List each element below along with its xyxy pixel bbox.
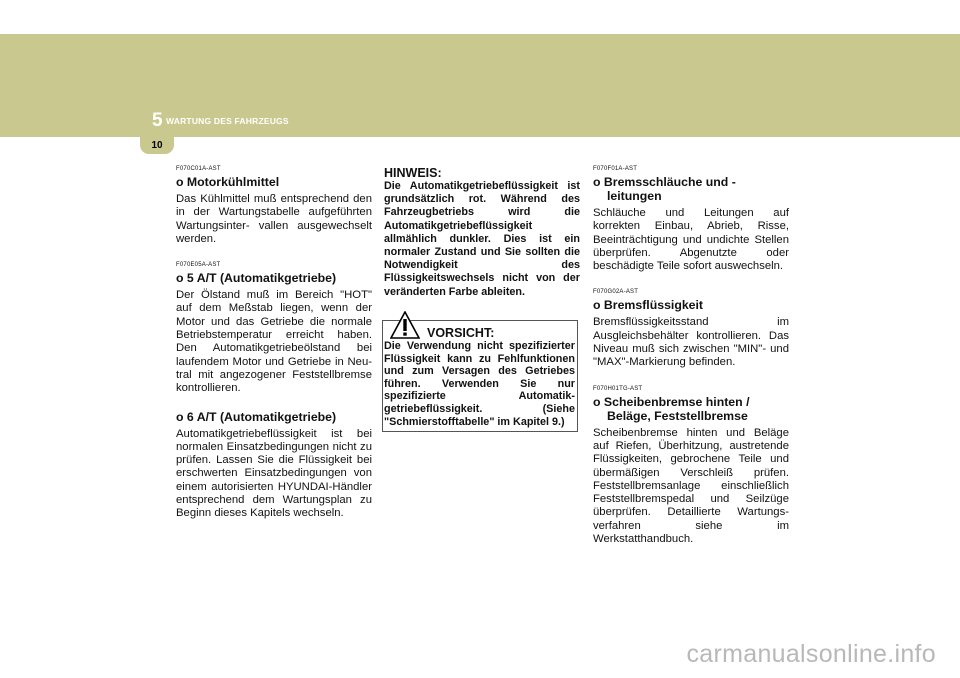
section-title: o 6 A/T (Automatikgetriebe) — [176, 409, 337, 424]
section-title: o 5 A/T (Automatikgetriebe) — [176, 271, 337, 286]
right-column — [593, 166, 789, 546]
header-band — [0, 34, 960, 137]
section-code: F070E05A-AST — [176, 262, 221, 269]
section-code: F070F01A-AST — [593, 166, 638, 172]
page-number: 10 — [151, 140, 163, 151]
section-code: F070C01A-AST — [176, 166, 221, 172]
section-code: F070G02A-AST — [593, 289, 639, 296]
section-body: Das Kühlmittel muß entsprechend den in der Wartungstabelle aufgeführten Wartungsinter- vallen ausgewechselt werden. — [176, 193, 372, 245]
note-body: Die Automatikgetriebeflüssigkeit ist grundsätzlich rot. Während des Fahrzeugbetriebs wird die Automatikgetriebeflüssigkeit allmählich dunkler. Dies ist ein normaler Zustand und Sie sollten die Notwendigkeit des Flüssigkeitswechsels nicht von der veränderten Farbe ableiten. — [384, 180, 580, 298]
chapter-title: WARTUNG DES FAHRZEUGS — [166, 116, 289, 126]
chapter-number: 5 — [152, 110, 163, 131]
left-column — [176, 166, 372, 521]
section-body: Schläuche und Leitungen auf korrekten Einbau, Abrieb, Risse, Beeinträchtigung und undichte Stellen überprüfen. Abgenutzte oder beschädigte Teile sofort auswechseln. — [593, 207, 789, 273]
section-body: Scheibenbremse hinten und Beläge auf Riefen, Überhitzung, austretende Flüssigkeiten, gebrochene Teile und übermäßigen Verschleiß prüfen. Feststellbremsanlage einschließlich Feststellbremspedal und Seilzüge überprüfen. Detaillierte Wartungs- verfahren siehe im Werkstatthandbuch. — [593, 426, 789, 546]
section-body: Der Ölstand muß im Bereich "HOT" auf dem Meßstab liegen, wenn der Motor und das Getriebe die normale Betriebstemperatur erreicht haben. Den Automatikgetriebeölstand bei laufendem Motor und Getriebe in Neu- tral mit angezogener Feststellbremse kontrollieren. — [176, 289, 372, 395]
caution-title: VORSICHT: — [427, 326, 495, 340]
section-code: F070H01TG-AST — [593, 385, 643, 392]
section-title: o Bremsschläuche und - leitungen — [593, 175, 736, 203]
middle-column — [384, 166, 580, 299]
section-body: Bremsflüssigkeitsstand im Ausgleichsbehälter kontrollieren. Das Niveau muß sich zwischen "MIN"- und "MAX"-Markierung befinden. — [593, 316, 789, 369]
warning-triangle-icon — [390, 311, 420, 339]
section-title: o Motorkühlmittel — [176, 175, 280, 189]
note-title: HINWEIS: — [384, 166, 442, 180]
section-body: Automatikgetriebeflüssigkeit ist bei normalen Einsatzbedingungen nicht zu prüfen. Lassen Sie die Flüssigkeit bei erschwerten Einsatzbedingungen von einem autorisierten HYUNDAI-Händler entsprechend dem Wartungsplan zu Beginn dieses Kapitels wechseln. — [176, 427, 372, 520]
watermark: carmanualsonline.info — [686, 640, 936, 668]
section-title: o Scheibenbremse hinten / Beläge, Feststellbremse — [593, 394, 750, 423]
caution-body: Die Verwendung nicht spezifizierter Flüssigkeit kann zu Fehlfunktionen und zum Versagen des Getriebes führen. Verwenden Sie nur spezifizierte Automatik- getriebeflüssigkeit. (Siehe "Schmierstofftabelle" im Kapitel 9.) — [384, 340, 575, 428]
section-title: o Bremsflüssigkeit — [593, 298, 704, 313]
